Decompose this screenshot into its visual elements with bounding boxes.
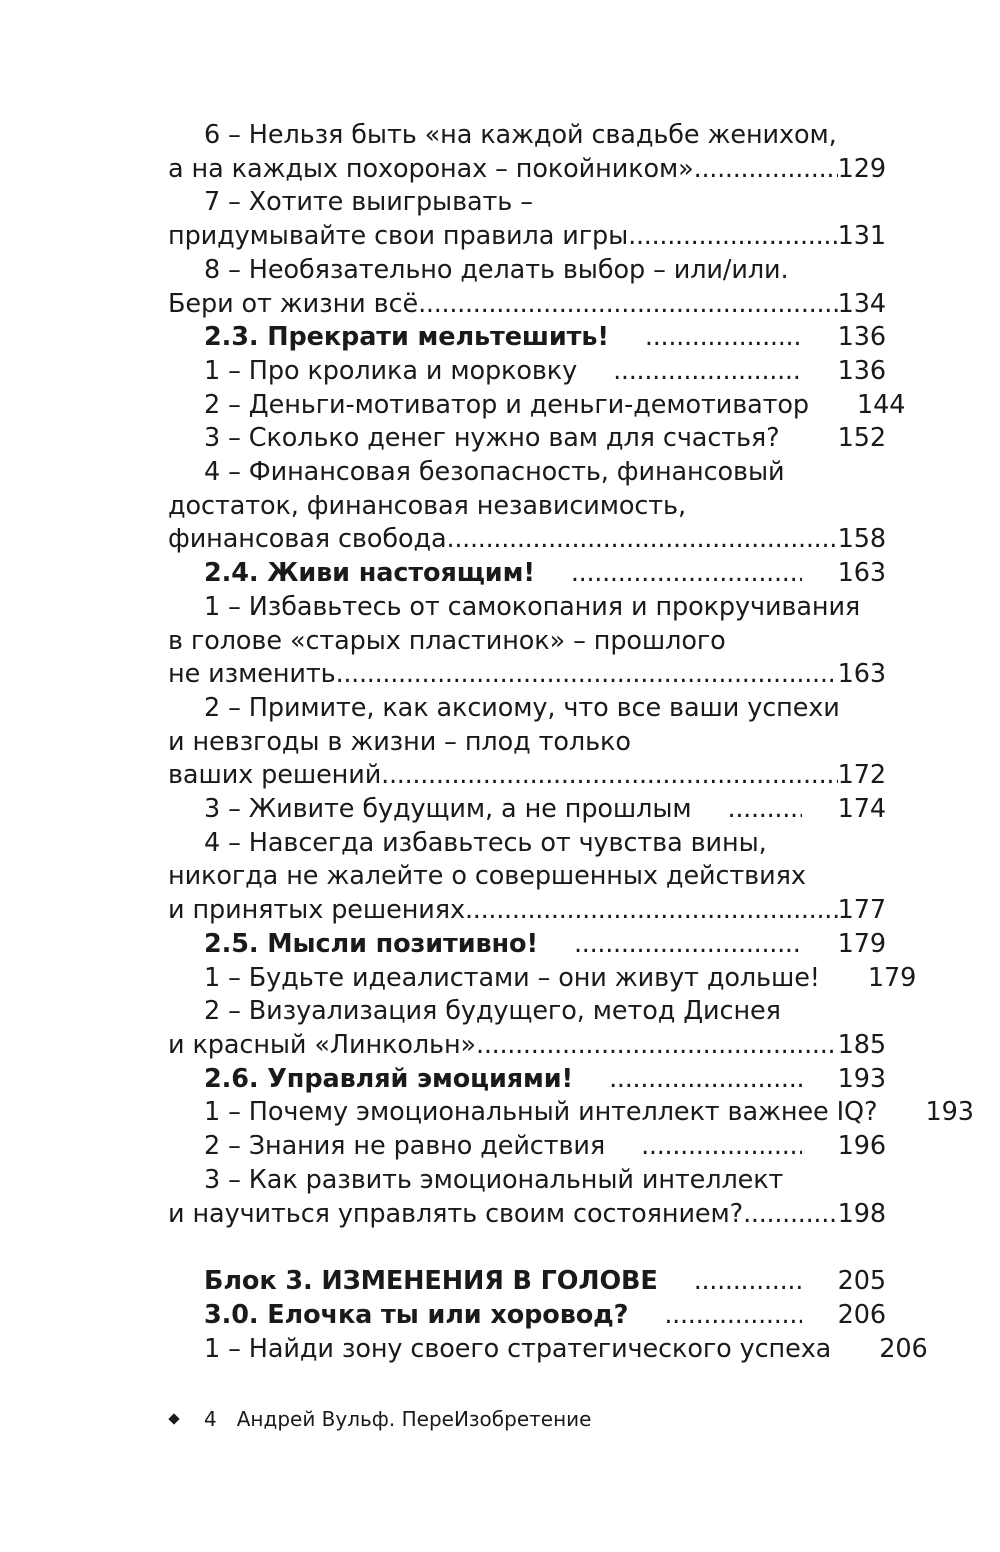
toc-entry-text: и невзгоды в жизни – плод только — [168, 726, 631, 757]
toc-page-number: 177 — [837, 895, 886, 926]
toc-page-number: 136 — [837, 322, 886, 353]
toc-entry — [168, 422, 886, 456]
toc-entry-text: Бери от жизни всё — [168, 288, 419, 319]
toc-entry-text: и принятых решениях — [168, 895, 465, 926]
toc-entry-text: 1 – Про кролика и морковку — [204, 355, 578, 386]
leader-dots — [877, 1096, 889, 1130]
toc-entry-text: финансовая свобода — [168, 524, 447, 555]
toc-entry — [168, 119, 886, 186]
toc-section-heading — [168, 557, 886, 591]
leader-dots — [658, 1265, 802, 1299]
toc-page-number: 152 — [837, 423, 886, 454]
toc-entry — [168, 995, 886, 1062]
toc-block-heading — [168, 1265, 886, 1299]
leader-dots — [577, 355, 802, 389]
toc-page-number: 131 — [837, 221, 886, 252]
leader-dots — [538, 928, 802, 962]
toc-entry — [168, 1096, 974, 1130]
toc-entry-text: 1 – Почему эмоциональный интеллект важнее IQ? — [204, 1097, 878, 1128]
toc-entry-text: 3 – Сколько денег нужно вам для счастья? — [204, 423, 780, 454]
toc-entry-text: 2.6. Управляй эмоциями! — [204, 1063, 574, 1094]
toc-entry-text: 4 – Навсегда избавьтесь от чувства вины, — [204, 827, 767, 858]
toc-entry-text: ваших решений — [168, 760, 382, 791]
toc-entry-text: достаток, финансовая независимость, — [168, 490, 686, 521]
toc-page-number: 163 — [837, 659, 886, 690]
leader-dots — [628, 1299, 801, 1333]
leader-dots — [381, 759, 837, 793]
toc-page-number: 158 — [837, 524, 886, 555]
diamond-icon — [168, 1413, 179, 1424]
leader-dots — [535, 557, 802, 591]
toc-entry — [168, 254, 886, 321]
toc-entry-text: Блок 3. ИЗМЕНЕНИЯ В ГОЛОВЕ — [204, 1266, 658, 1297]
toc-page-number: 129 — [837, 153, 886, 184]
leader-dots — [609, 321, 802, 355]
toc-entry — [168, 355, 886, 389]
toc-section-heading — [168, 928, 886, 962]
toc-page-number: 196 — [837, 1131, 886, 1162]
leader-dots — [743, 1198, 838, 1232]
toc-entry — [168, 186, 886, 253]
toc-entry-text: не изменить — [168, 659, 336, 690]
toc-entry-text: никогда не жалейте о совершенных действиях — [168, 861, 806, 892]
toc-section-heading — [168, 1063, 886, 1097]
toc-entry-text: 2.5. Мысли позитивно! — [204, 928, 538, 959]
leader-dots — [447, 523, 838, 557]
leader-dots — [780, 422, 802, 456]
toc-entry-text: 3.0. Елочка ты или хоровод? — [204, 1299, 629, 1330]
toc-entry — [168, 1164, 886, 1231]
toc-entry-text: 1 – Найди зону своего стратегического успеха — [204, 1333, 832, 1364]
toc-entry-text: и научиться управлять своим состоянием? — [168, 1198, 744, 1229]
toc-entry — [168, 827, 886, 928]
toc-page-number: 134 — [837, 288, 886, 319]
toc-entry-text: а на каждых похоронах – покойником» — [168, 153, 694, 184]
leader-dots — [476, 1029, 838, 1063]
page-footer — [170, 1406, 591, 1432]
toc-entry-text: 3 – Как развить эмоциональный интеллект — [204, 1164, 784, 1195]
toc-entry-text: 1 – Избавьтесь от самокопания и прокручивания — [204, 591, 861, 622]
leader-dots — [809, 389, 821, 423]
leader-dots — [465, 894, 838, 928]
toc-entry — [168, 456, 886, 557]
leader-dots — [692, 793, 802, 827]
toc-entry — [168, 389, 906, 423]
leader-dots — [694, 153, 838, 187]
toc-entry — [168, 692, 886, 793]
toc-page-number: 185 — [837, 1029, 886, 1060]
toc-entry-text: в голове «старых пластинок» – прошлого — [168, 625, 726, 656]
toc-entry — [168, 1130, 886, 1164]
toc-page-number: 163 — [837, 558, 886, 589]
table-of-contents — [168, 119, 974, 1366]
toc-page-number: 206 — [879, 1333, 928, 1364]
toc-entry-text: 4 – Финансовая безопасность, финансовый — [204, 457, 785, 488]
toc-entry — [168, 962, 917, 996]
toc-entry-text: 7 – Хотите выигрывать – — [204, 187, 533, 218]
toc-entry-text: и красный «Линкольн» — [168, 1029, 477, 1060]
toc-page-number: 174 — [837, 794, 886, 825]
toc-entry-text: 6 – Нельзя быть «на каждой свадьбе женихом, — [204, 120, 837, 150]
toc-entry — [168, 1333, 928, 1367]
toc-page-number: 179 — [837, 928, 886, 959]
toc-section-heading — [168, 1299, 886, 1333]
toc-page-number: 136 — [837, 355, 886, 386]
toc-entry-text: 2.4. Живи настоящим! — [204, 558, 535, 589]
toc-section-heading — [168, 321, 886, 355]
leader-dots — [831, 1333, 843, 1367]
toc-entry-text: 2 – Деньги-мотиватор и деньги-демотиватор — [204, 389, 809, 420]
leader-dots — [605, 1130, 802, 1164]
toc-entry-text: 2 – Примите, как аксиому, что все ваши успехи — [204, 692, 840, 723]
toc-entry-text: 8 – Необязательно делать выбор – или/или. — [204, 254, 789, 285]
toc-page-number: 205 — [837, 1266, 886, 1297]
leader-dots — [418, 288, 838, 322]
toc-page-number: 193 — [925, 1097, 974, 1128]
leader-dots — [820, 962, 832, 996]
leader-dots — [573, 1063, 802, 1097]
toc-page-number: 198 — [837, 1198, 886, 1229]
toc-entry-text: 2.3. Прекрати мельтешить! — [204, 322, 609, 353]
toc-page-number: 172 — [837, 760, 886, 791]
leader-dots — [336, 658, 838, 692]
page-number: 4 — [204, 1407, 217, 1431]
toc-entry-text: 2 – Знания не равно действия — [204, 1131, 606, 1162]
toc-entry — [168, 793, 886, 827]
toc-entry-text: 3 – Живите будущим, а не прошлым — [204, 794, 692, 825]
toc-entry — [168, 591, 886, 692]
running-title: Андрей Вульф. ПереИзобретение — [236, 1407, 592, 1431]
toc-entry-text: 2 – Визуализация будущего, метод Диснея — [204, 996, 781, 1027]
leader-dots — [628, 220, 837, 254]
toc-entry-text: придумывайте свои правила игры — [168, 221, 629, 252]
toc-page-number: 193 — [837, 1063, 886, 1094]
toc-page-number: 144 — [857, 389, 906, 420]
toc-page-number: 179 — [867, 962, 917, 993]
toc-page-number: 206 — [837, 1299, 886, 1330]
toc-entry-text: 1 – Будьте идеалистами – они живут дольше! — [204, 962, 820, 993]
